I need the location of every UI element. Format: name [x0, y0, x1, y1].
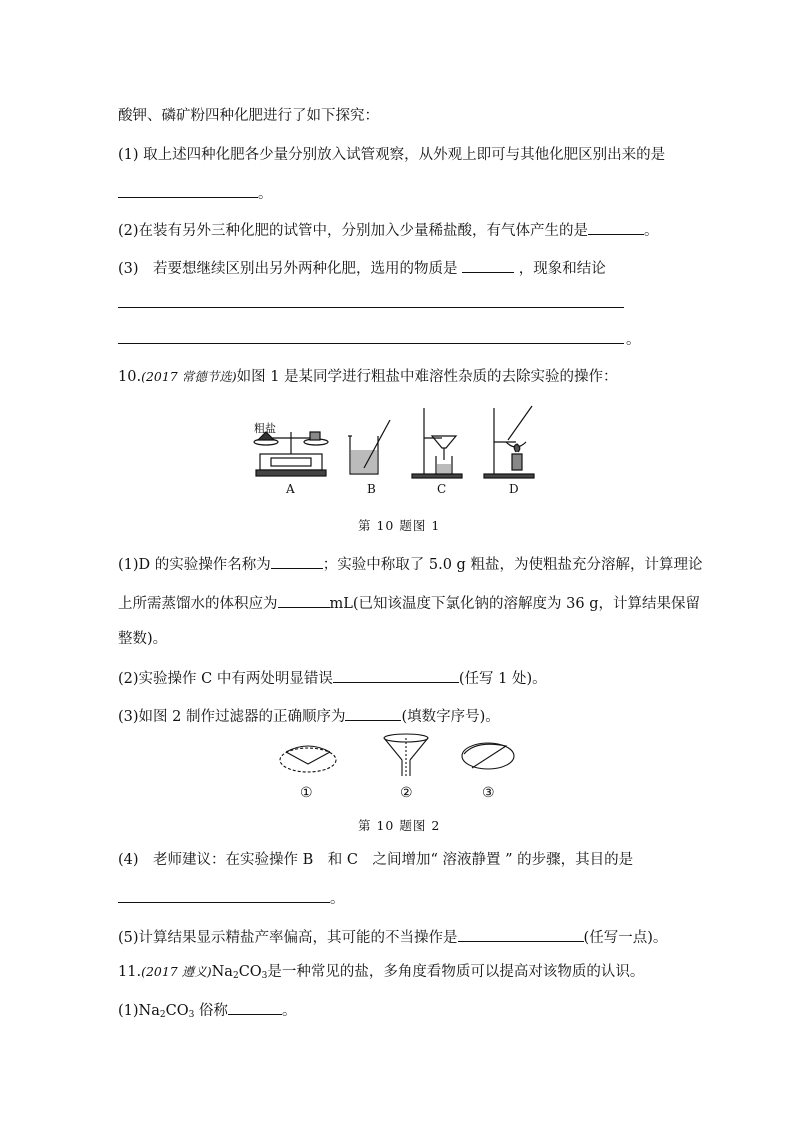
q9-part1-answer-line	[118, 182, 273, 204]
fig1-label-c: C	[437, 482, 447, 496]
formula-subscript: 3	[188, 1010, 195, 1020]
answer-blank[interactable]	[345, 705, 401, 721]
formula-subscript: 3	[261, 971, 268, 981]
answer-blank[interactable]	[588, 219, 644, 235]
q10-part5-text-a: (5)计算结果显示精盐产率偏高，其可能的不当操作是	[118, 930, 458, 946]
q10-part5-text-b: (任写一点)。	[583, 930, 668, 946]
fig2-label-3: ③	[482, 785, 495, 801]
q10-part1-text-d: mL(已知该温度下氯化钠的溶解度为 36 g，计算结果保留	[329, 596, 700, 612]
answer-blank[interactable]	[118, 887, 330, 903]
q10-part2-text-a: (2)实验操作 C 中有两处明显错误	[118, 671, 333, 687]
answer-blank[interactable]	[333, 667, 459, 683]
answer-blank[interactable]	[228, 999, 282, 1015]
q9-part3	[118, 257, 606, 279]
q11-part1-text: 俗称	[194, 1003, 228, 1019]
period: 。	[281, 1003, 297, 1019]
question-source: (2017 常德节选)	[141, 369, 237, 384]
question-number: 10.	[118, 369, 142, 385]
q9-part3-mid: ，现象和结论	[518, 261, 606, 277]
formula-subscript: 2	[159, 1010, 166, 1020]
period: 。	[258, 186, 273, 202]
formula-part: Na	[211, 964, 233, 980]
answer-line[interactable]	[118, 343, 624, 344]
q10-part2-text-b: (任写 1 处)。	[458, 671, 547, 687]
answer-blank[interactable]	[458, 926, 584, 942]
question-stem: 是一种常见的盐，多角度看物质可以提高对该物质的认识。	[267, 964, 645, 980]
filter-paper-figure	[276, 732, 516, 778]
answer-blank[interactable]	[118, 182, 258, 198]
q9-part3-text: (3) 若要想继续区别出另外两种化肥，选用的物质是	[118, 261, 458, 277]
funnel-icon	[384, 734, 428, 776]
period: 。	[644, 223, 659, 239]
q10-part1-line1	[118, 553, 702, 575]
question-stem: 如图 1 是某同学进行粗盐中难溶性杂质的去除实验的操作：	[236, 369, 618, 385]
fig1-label-b: B	[367, 482, 376, 496]
q9-part2-text: (2)在装有另外三种化肥的试管中，分别加入少量稀盐酸，有气体产生的是	[118, 223, 589, 239]
fig1-caption: 第 10 题图 1	[358, 518, 441, 533]
folded-filter-paper-icon	[280, 746, 336, 772]
opened-filter-paper-icon	[462, 743, 514, 769]
q10-part1-line2	[118, 592, 700, 614]
q10-part4-answer-line	[118, 887, 345, 909]
q10-part1-line3: 整数)。	[118, 631, 168, 647]
question-source: (2017 遵义)	[141, 964, 212, 979]
q10-part3-text-b: (填数字序号)。	[401, 709, 500, 725]
q10-part3-text-a: (3)如图 2 制作过滤器的正确顺序为	[118, 709, 346, 725]
beaker-icon	[348, 420, 390, 474]
q9-part1-text: (1) 取上述四种化肥各少量分别放入试管观察，从外观上即可与其他化肥区别出来的是	[118, 147, 666, 163]
q10-part2	[118, 667, 547, 689]
q10-part1-text-c: 上所需蒸馏水的体积应为	[118, 596, 278, 612]
fig1-label-a: A	[286, 482, 295, 496]
q9-part2	[118, 219, 659, 241]
answer-line[interactable]	[118, 307, 624, 308]
q10-stem	[118, 367, 618, 387]
fig2-label-1: ①	[300, 785, 313, 801]
q9-part3-period: 。	[626, 332, 641, 348]
salt-label: 粗盐	[254, 422, 276, 435]
period: 。	[330, 891, 345, 907]
filtration-icon	[412, 408, 462, 478]
q10-part3	[118, 705, 500, 727]
evaporation-icon	[484, 406, 534, 478]
q10-part5	[118, 926, 667, 948]
formula-part: (1)Na	[118, 1003, 160, 1019]
answer-blank[interactable]	[271, 553, 323, 569]
balance-icon	[254, 432, 328, 476]
formula-subscript: 2	[232, 971, 239, 981]
answer-blank[interactable]	[462, 257, 514, 273]
q11-stem	[118, 962, 644, 986]
q9-intro-tail: 酸钾、磷矿粉四种化肥进行了如下探究：	[118, 108, 379, 124]
q10-part1-text-a: (1)D 的实验操作名称为	[118, 557, 271, 573]
fig2-caption: 第 10 题图 2	[358, 818, 441, 833]
formula-part: CO	[165, 1003, 189, 1019]
fig2-label-2: ②	[400, 785, 413, 801]
q10-part1-text-b: ；实验中称取了 5.0 g 粗盐，为使粗盐充分溶解，计算理论	[322, 557, 703, 573]
formula-part: CO	[238, 964, 262, 980]
question-number: 11.	[118, 964, 142, 980]
answer-blank[interactable]	[278, 592, 330, 608]
q11-part1	[118, 999, 296, 1025]
fig1-label-d: D	[509, 482, 519, 496]
q10-part4-text: (4) 老师建议：在实验操作 B 和 C 之间增加“ 溶液静置 ” 的步骤，其目的是	[118, 852, 634, 868]
